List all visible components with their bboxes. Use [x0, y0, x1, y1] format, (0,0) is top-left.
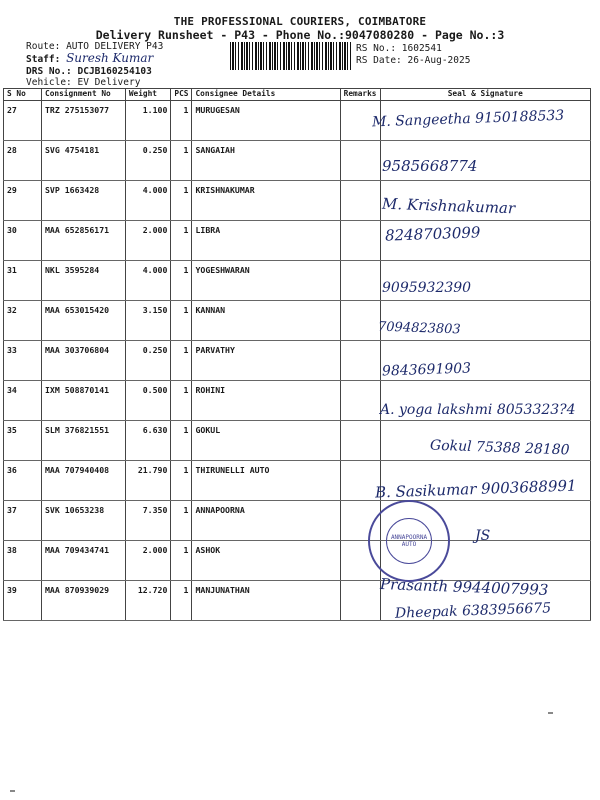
row-sno: 29	[4, 181, 42, 221]
row-pcs: 1	[171, 421, 192, 461]
row-pcs: 1	[171, 101, 192, 141]
row-remarks	[340, 581, 380, 621]
row-consignment-no: TRZ 275153077	[42, 101, 126, 141]
stamp-inner-ring	[386, 518, 432, 564]
row-consignee: KRISHNAKUMAR	[192, 181, 340, 221]
table-row	[4, 301, 591, 341]
row-weight: 12.720	[125, 581, 171, 621]
row-sno: 33	[4, 341, 42, 381]
company-seal-stamp	[368, 500, 450, 582]
table-row	[4, 421, 591, 461]
row-consignee: SANGAIAH	[192, 141, 340, 181]
handwritten-signature: M. Krishnakumar	[381, 194, 516, 218]
handwritten-signature: 9095932390	[382, 280, 472, 296]
row-signature-cell	[380, 221, 591, 261]
row-remarks	[340, 101, 380, 141]
col-header-weight: Weight	[125, 89, 171, 101]
drs-label: DRS No.:	[26, 66, 72, 77]
row-pcs: 1	[171, 501, 192, 541]
row-pcs: 1	[171, 301, 192, 341]
handwritten-signature: Gokul 75388 28180	[429, 437, 570, 459]
row-consignment-no: MAA 303706804	[42, 341, 126, 381]
row-remarks	[340, 341, 380, 381]
row-consignee: ROHINI	[192, 381, 340, 421]
row-consignment-no: MAA 652856171	[42, 221, 126, 261]
row-sno: 34	[4, 381, 42, 421]
table-row	[4, 141, 591, 181]
row-sno: 27	[4, 101, 42, 141]
row-weight: 2.000	[125, 541, 171, 581]
vehicle-label: Vehicle:	[26, 77, 72, 88]
handwritten-signature: 9585668774	[382, 157, 478, 175]
rs-no-label: RS No.:	[356, 43, 397, 54]
row-consignee: MANJUNATHAN	[192, 581, 340, 621]
table-header-row	[4, 89, 591, 101]
row-signature-cell	[380, 141, 591, 181]
row-remarks	[340, 421, 380, 461]
row-pcs: 1	[171, 581, 192, 621]
handwritten-signature: JS	[475, 528, 491, 544]
row-consignee: KANNAN	[192, 301, 340, 341]
row-sno: 32	[4, 301, 42, 341]
row-signature-cell	[380, 181, 591, 221]
rs-date-label: RS Date:	[356, 55, 402, 66]
staff-label: Staff:	[26, 54, 61, 65]
row-weight: 2.000	[125, 221, 171, 261]
row-remarks	[340, 461, 380, 501]
handwritten-signature: 7094823803	[377, 319, 461, 338]
row-weight: 6.630	[125, 421, 171, 461]
table-row	[4, 381, 591, 421]
row-weight: 4.000	[125, 181, 171, 221]
runsheet-table	[3, 88, 591, 621]
vehicle-value: EV Delivery	[77, 77, 141, 88]
route-value: AUTO DELIVERY P43	[66, 41, 164, 52]
row-pcs: 1	[171, 461, 192, 501]
row-pcs: 1	[171, 261, 192, 301]
company-title: THE PROFESSIONAL COURIERS, COIMBATORE	[173, 15, 427, 28]
row-pcs: 1	[171, 381, 192, 421]
row-weight: 21.790	[125, 461, 171, 501]
row-consignee: PARVATHY	[192, 341, 340, 381]
route-label: Route:	[26, 41, 61, 52]
row-weight: 1.100	[125, 101, 171, 141]
row-consignment-no: SVK 10653238	[42, 501, 126, 541]
col-header-remarks: Remarks	[340, 89, 380, 101]
row-remarks	[340, 261, 380, 301]
row-pcs: 1	[171, 141, 192, 181]
row-consignment-no: SVG 4754181	[42, 141, 126, 181]
row-consignee: THIRUNELLI AUTO	[192, 461, 340, 501]
row-remarks	[340, 221, 380, 261]
table-row	[4, 501, 591, 541]
scan-mark	[10, 790, 15, 792]
row-signature-cell	[380, 581, 591, 621]
handwritten-signature: 9843691903	[381, 360, 472, 380]
row-signature-cell	[380, 261, 591, 301]
drs-value: DCJB160254103	[77, 66, 152, 77]
col-header-signature: Seal & Signature	[380, 89, 591, 101]
row-pcs: 1	[171, 181, 192, 221]
row-remarks	[340, 301, 380, 341]
row-consignment-no: MAA 870939029	[42, 581, 126, 621]
table-row	[4, 341, 591, 381]
row-consignee: YOGESHWARAN	[192, 261, 340, 301]
row-weight: 7.350	[125, 501, 171, 541]
table-row	[4, 101, 591, 141]
row-consignee: GOKUL	[192, 421, 340, 461]
row-consignee: ASHOK	[192, 541, 340, 581]
row-weight: 4.000	[125, 261, 171, 301]
staff-line	[26, 52, 153, 66]
row-sno: 35	[4, 421, 42, 461]
row-consignment-no: MAA 707940408	[42, 461, 126, 501]
row-remarks	[340, 381, 380, 421]
row-weight: 0.250	[125, 341, 171, 381]
table-row	[4, 461, 591, 501]
row-remarks	[340, 141, 380, 181]
row-consignment-no: MAA 709434741	[42, 541, 126, 581]
row-signature-cell	[380, 381, 591, 421]
runsheet-subtitle: Delivery Runsheet - P43 - Phone No.:9047080280 - Page No.:3	[95, 28, 505, 42]
row-consignment-no: SVP 1663428	[42, 181, 126, 221]
row-consignment-no: NKL 3595284	[42, 261, 126, 301]
row-remarks	[340, 181, 380, 221]
row-consignee: ANNAPOORNA	[192, 501, 340, 541]
col-header-consignment: Consignment No	[42, 89, 126, 101]
row-pcs: 1	[171, 341, 192, 381]
row-sno: 36	[4, 461, 42, 501]
staff-value: Suresh Kumar	[66, 51, 154, 65]
row-sno: 37	[4, 501, 42, 541]
row-consignment-no: MAA 653015420	[42, 301, 126, 341]
col-header-sno: S No	[4, 89, 42, 101]
row-sno: 39	[4, 581, 42, 621]
row-signature-cell	[377, 301, 591, 341]
rs-no-line	[356, 43, 442, 55]
row-consignee: MURUGESAN	[192, 101, 340, 141]
row-consignee: LIBRA	[192, 221, 340, 261]
row-sno: 30	[4, 221, 42, 261]
handwritten-signature: M. Sangeetha 9150188533	[371, 107, 565, 131]
row-signature-cell	[380, 101, 591, 141]
table-body	[4, 101, 591, 621]
row-weight: 0.500	[125, 381, 171, 421]
row-consignment-no: IXM 508870141	[42, 381, 126, 421]
row-signature-cell	[380, 461, 591, 501]
row-sno: 38	[4, 541, 42, 581]
rs-date-line	[356, 55, 470, 67]
handwritten-signature: B. Sasikumar 9003688991	[374, 476, 577, 502]
table-row	[4, 581, 591, 621]
rs-no-value: 1602541	[401, 43, 442, 54]
stamp-text: ANNAPOORNA AUTO	[390, 534, 428, 548]
row-pcs: 1	[171, 541, 192, 581]
row-consignment-no: SLM 376821551	[42, 421, 126, 461]
table-row	[4, 221, 591, 261]
handwritten-signature: Prasanth 9944007993	[379, 575, 549, 599]
handwritten-signature: Dheepak 6383956675	[394, 600, 552, 622]
row-pcs: 1	[171, 221, 192, 261]
col-header-consignee: Consignee Details	[192, 89, 340, 101]
table-row	[4, 181, 591, 221]
row-signature-cell	[380, 421, 591, 461]
row-weight: 0.250	[125, 141, 171, 181]
rs-date-value: 26-Aug-2025	[407, 55, 471, 66]
table-row	[4, 261, 591, 301]
handwritten-signature: A. yoga lakshmi 8053323?4	[380, 402, 576, 418]
row-sno: 31	[4, 261, 42, 301]
row-weight: 3.150	[125, 301, 171, 341]
col-header-pcs: PCS	[171, 89, 192, 101]
row-sno: 28	[4, 141, 42, 181]
table-row	[4, 541, 591, 581]
row-signature-cell	[380, 341, 591, 381]
scan-mark	[548, 712, 553, 714]
handwritten-signature: 8248703099	[384, 223, 481, 245]
barcode	[230, 42, 352, 70]
